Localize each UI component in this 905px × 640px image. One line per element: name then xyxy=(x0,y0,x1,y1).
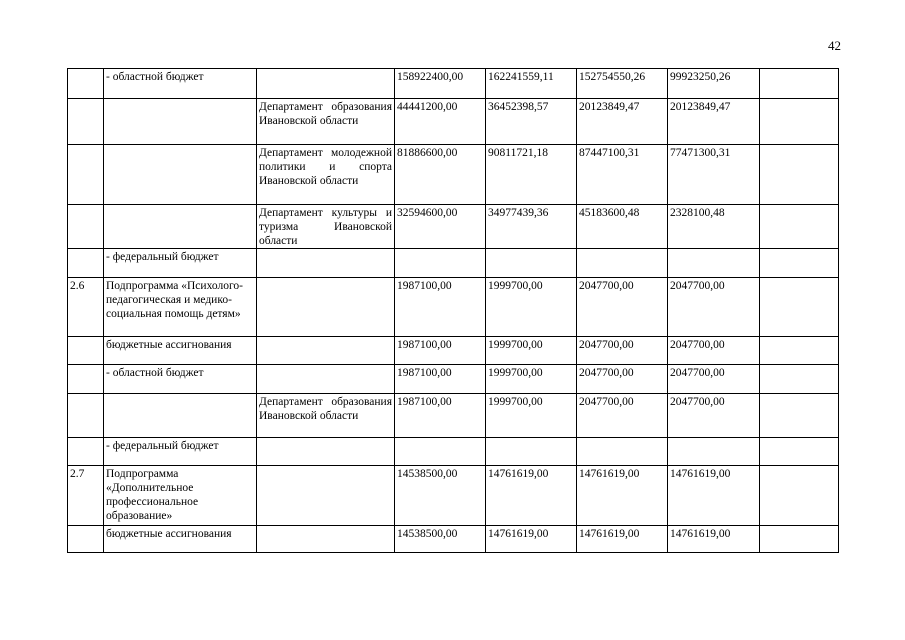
department-cell xyxy=(257,526,395,553)
value-cell-2: 14761619,00 xyxy=(486,466,577,526)
item-name-cell xyxy=(104,394,257,438)
value-cell-4: 14761619,00 xyxy=(668,526,760,553)
item-number-cell xyxy=(68,438,104,466)
value-cell-2: 90811721,18 xyxy=(486,145,577,205)
value-cell-5 xyxy=(760,466,839,526)
value-cell-4: 2047700,00 xyxy=(668,278,760,337)
value-cell-2: 1999700,00 xyxy=(486,278,577,337)
value-cell-3: 2047700,00 xyxy=(577,278,668,337)
value-cell-3: 87447100,31 xyxy=(577,145,668,205)
value-cell-2: 1999700,00 xyxy=(486,365,577,394)
item-name-cell: бюджетные ассигнования xyxy=(104,526,257,553)
value-cell-5 xyxy=(760,394,839,438)
table-row xyxy=(68,69,839,99)
value-cell-1 xyxy=(395,438,486,466)
value-cell-4 xyxy=(668,438,760,466)
value-cell-4 xyxy=(668,249,760,278)
item-name-cell: - федеральный бюджет xyxy=(104,249,257,278)
value-cell-3: 45183600,48 xyxy=(577,205,668,249)
value-cell-2: 1999700,00 xyxy=(486,337,577,365)
item-name-cell: - федеральный бюджет xyxy=(104,438,257,466)
department-cell: Департамент молодежной политики и спорта Ивановской области xyxy=(257,145,395,205)
table-row xyxy=(68,99,839,145)
item-name-cell: - областной бюджет xyxy=(104,365,257,394)
table-row xyxy=(68,526,839,553)
item-number-cell xyxy=(68,99,104,145)
value-cell-1: 32594600,00 xyxy=(395,205,486,249)
value-cell-4: 99923250,26 xyxy=(668,69,760,99)
item-number-cell xyxy=(68,394,104,438)
value-cell-5 xyxy=(760,365,839,394)
value-cell-1: 1987100,00 xyxy=(395,365,486,394)
value-cell-1: 158922400,00 xyxy=(395,69,486,99)
table-row xyxy=(68,205,839,249)
value-cell-2: 36452398,57 xyxy=(486,99,577,145)
value-cell-5 xyxy=(760,145,839,205)
item-number-cell xyxy=(68,526,104,553)
value-cell-1: 81886600,00 xyxy=(395,145,486,205)
value-cell-1: 1987100,00 xyxy=(395,394,486,438)
value-cell-5 xyxy=(760,438,839,466)
item-name-cell xyxy=(104,99,257,145)
value-cell-4: 2047700,00 xyxy=(668,337,760,365)
page-number: 42 xyxy=(828,38,841,53)
item-name-cell: Подпрограмма «Дополнительное профессиональное образование» xyxy=(104,466,257,526)
table-row xyxy=(68,145,839,205)
department-cell xyxy=(257,466,395,526)
value-cell-3: 2047700,00 xyxy=(577,337,668,365)
table-row xyxy=(68,466,839,526)
table-row xyxy=(68,337,839,365)
item-number-cell xyxy=(68,337,104,365)
item-name-cell: Подпрограмма «Психолого-педагогическая и медико-социальная помощь детям» xyxy=(104,278,257,337)
value-cell-5 xyxy=(760,99,839,145)
table-body xyxy=(68,69,839,553)
item-number-cell xyxy=(68,205,104,249)
value-cell-4: 2328100,48 xyxy=(668,205,760,249)
value-cell-1: 14538500,00 xyxy=(395,466,486,526)
item-number-cell xyxy=(68,365,104,394)
department-cell xyxy=(257,365,395,394)
table-row xyxy=(68,278,839,337)
table-row xyxy=(68,365,839,394)
value-cell-2: 1999700,00 xyxy=(486,394,577,438)
item-name-cell xyxy=(104,205,257,249)
department-cell xyxy=(257,249,395,278)
item-name-cell: - областной бюджет xyxy=(104,69,257,99)
table-row xyxy=(68,438,839,466)
value-cell-2: 14761619,00 xyxy=(486,526,577,553)
value-cell-1: 44441200,00 xyxy=(395,99,486,145)
department-cell xyxy=(257,438,395,466)
table-row xyxy=(68,249,839,278)
item-number-cell xyxy=(68,249,104,278)
department-cell: Департамент образования Ивановской области xyxy=(257,394,395,438)
value-cell-3: 2047700,00 xyxy=(577,365,668,394)
value-cell-5 xyxy=(760,278,839,337)
value-cell-5 xyxy=(760,249,839,278)
item-name-cell xyxy=(104,145,257,205)
department-cell xyxy=(257,278,395,337)
value-cell-1 xyxy=(395,249,486,278)
value-cell-1: 1987100,00 xyxy=(395,337,486,365)
value-cell-3: 2047700,00 xyxy=(577,394,668,438)
budget-table xyxy=(67,68,839,553)
value-cell-5 xyxy=(760,69,839,99)
item-number-cell: 2.7 xyxy=(68,466,104,526)
value-cell-3: 152754550,26 xyxy=(577,69,668,99)
table-row xyxy=(68,394,839,438)
value-cell-5 xyxy=(760,205,839,249)
value-cell-2: 34977439,36 xyxy=(486,205,577,249)
item-name-cell: бюджетные ассигнования xyxy=(104,337,257,365)
value-cell-4: 2047700,00 xyxy=(668,394,760,438)
value-cell-3 xyxy=(577,249,668,278)
value-cell-2 xyxy=(486,249,577,278)
value-cell-5 xyxy=(760,337,839,365)
value-cell-1: 1987100,00 xyxy=(395,278,486,337)
value-cell-4: 77471300,31 xyxy=(668,145,760,205)
value-cell-4: 14761619,00 xyxy=(668,466,760,526)
item-number-cell xyxy=(68,69,104,99)
value-cell-5 xyxy=(760,526,839,553)
value-cell-4: 2047700,00 xyxy=(668,365,760,394)
item-number-cell: 2.6 xyxy=(68,278,104,337)
value-cell-3: 20123849,47 xyxy=(577,99,668,145)
value-cell-3: 14761619,00 xyxy=(577,466,668,526)
item-number-cell xyxy=(68,145,104,205)
value-cell-2 xyxy=(486,438,577,466)
department-cell xyxy=(257,69,395,99)
value-cell-2: 162241559,11 xyxy=(486,69,577,99)
value-cell-1: 14538500,00 xyxy=(395,526,486,553)
value-cell-4: 20123849,47 xyxy=(668,99,760,145)
department-cell: Департамент культуры и туризма Ивановской области xyxy=(257,205,395,249)
value-cell-3 xyxy=(577,438,668,466)
value-cell-3: 14761619,00 xyxy=(577,526,668,553)
department-cell xyxy=(257,337,395,365)
department-cell: Департамент образования Ивановской области xyxy=(257,99,395,145)
